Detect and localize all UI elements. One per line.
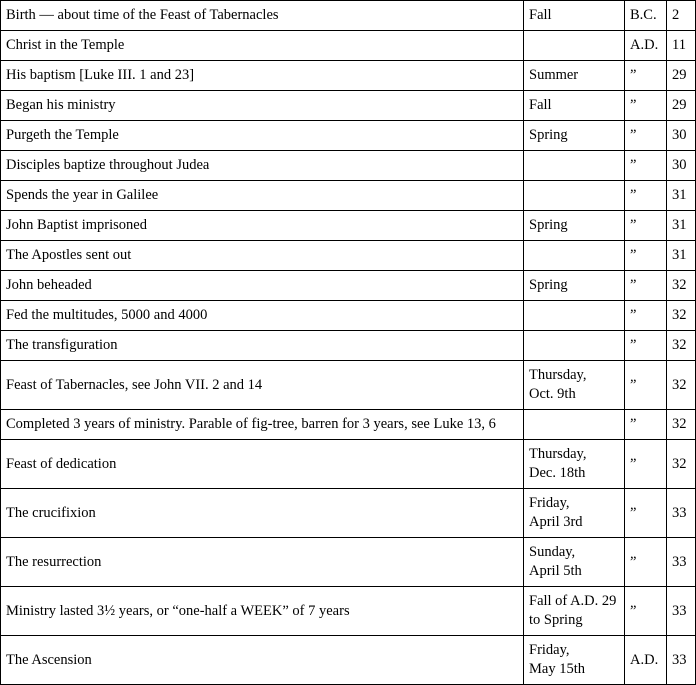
era-cell: ” [625,410,667,440]
era-cell: ” [625,211,667,241]
event-cell: The Apostles sent out [1,241,524,271]
season-cell: Friday, May 15th [524,636,625,685]
season-cell [524,301,625,331]
season-cell [524,331,625,361]
season-cell: Thursday, Oct. 9th [524,361,625,410]
event-cell: Fed the multitudes, 5000 and 4000 [1,301,524,331]
table-row [1,271,696,301]
season-cell [524,410,625,440]
era-cell: ” [625,538,667,587]
era-cell: ” [625,361,667,410]
event-cell: Birth — about time of the Feast of Tabernacles [1,1,524,31]
era-cell: ” [625,181,667,211]
table-row [1,636,696,685]
year-cell: 32 [667,410,696,440]
season-cell: Fall [524,1,625,31]
event-cell: The Ascension [1,636,524,685]
season-cell: Spring [524,271,625,301]
season-cell: Spring [524,121,625,151]
era-cell: ” [625,151,667,181]
era-cell: ” [625,489,667,538]
event-cell: John Baptist imprisoned [1,211,524,241]
year-cell: 31 [667,181,696,211]
season-cell [524,151,625,181]
year-cell: 33 [667,538,696,587]
event-cell: The crucifixion [1,489,524,538]
era-cell: ” [625,271,667,301]
season-cell: Fall [524,91,625,121]
table-row [1,538,696,587]
year-cell: 32 [667,361,696,410]
season-cell: Sunday, April 5th [524,538,625,587]
year-cell: 33 [667,636,696,685]
year-cell: 32 [667,440,696,489]
era-cell: ” [625,440,667,489]
table-row [1,151,696,181]
event-cell: The transfiguration [1,331,524,361]
year-cell: 33 [667,489,696,538]
season-cell [524,181,625,211]
table-row [1,440,696,489]
season-cell: Fall of A.D. 29 to Spring [524,587,625,636]
year-cell: 29 [667,91,696,121]
year-cell: 31 [667,211,696,241]
era-cell: ” [625,121,667,151]
era-cell: B.C. [625,1,667,31]
season-cell [524,31,625,61]
year-cell: 2 [667,1,696,31]
event-cell: Feast of dedication [1,440,524,489]
event-cell: Completed 3 years of ministry. Parable of fig-tree, barren for 3 years, see Luke 13, 6 [1,410,524,440]
event-cell: John beheaded [1,271,524,301]
event-cell: Christ in the Temple [1,31,524,61]
era-cell: ” [625,587,667,636]
table-row [1,91,696,121]
table-row [1,241,696,271]
table-row [1,211,696,241]
year-cell: 29 [667,61,696,91]
table-row [1,181,696,211]
era-cell: A.D. [625,31,667,61]
table-row [1,121,696,151]
year-cell: 11 [667,31,696,61]
season-cell: Thursday, Dec. 18th [524,440,625,489]
event-cell: Disciples baptize throughout Judea [1,151,524,181]
season-cell: Summer [524,61,625,91]
season-cell: Spring [524,211,625,241]
era-cell: A.D. [625,636,667,685]
season-cell: Friday, April 3rd [524,489,625,538]
era-cell: ” [625,61,667,91]
table-row [1,331,696,361]
event-cell: His baptism [Luke III. 1 and 23] [1,61,524,91]
event-cell: Purgeth the Temple [1,121,524,151]
table-row [1,61,696,91]
table-row [1,1,696,31]
table-row [1,489,696,538]
year-cell: 32 [667,331,696,361]
season-cell [524,241,625,271]
event-cell: The resurrection [1,538,524,587]
era-cell: ” [625,241,667,271]
year-cell: 32 [667,301,696,331]
table-row [1,301,696,331]
year-cell: 32 [667,271,696,301]
era-cell: ” [625,331,667,361]
table-row [1,410,696,440]
era-cell: ” [625,91,667,121]
table-row [1,361,696,410]
event-cell: Ministry lasted 3½ years, or “one-half a WEEK” of 7 years [1,587,524,636]
event-cell: Spends the year in Galilee [1,181,524,211]
year-cell: 30 [667,121,696,151]
year-cell: 33 [667,587,696,636]
year-cell: 31 [667,241,696,271]
year-cell: 30 [667,151,696,181]
era-cell: ” [625,301,667,331]
table-row [1,31,696,61]
chronology-table-body [1,1,696,685]
event-cell: Feast of Tabernacles, see John VII. 2 and 14 [1,361,524,410]
table-row [1,587,696,636]
event-cell: Began his ministry [1,91,524,121]
